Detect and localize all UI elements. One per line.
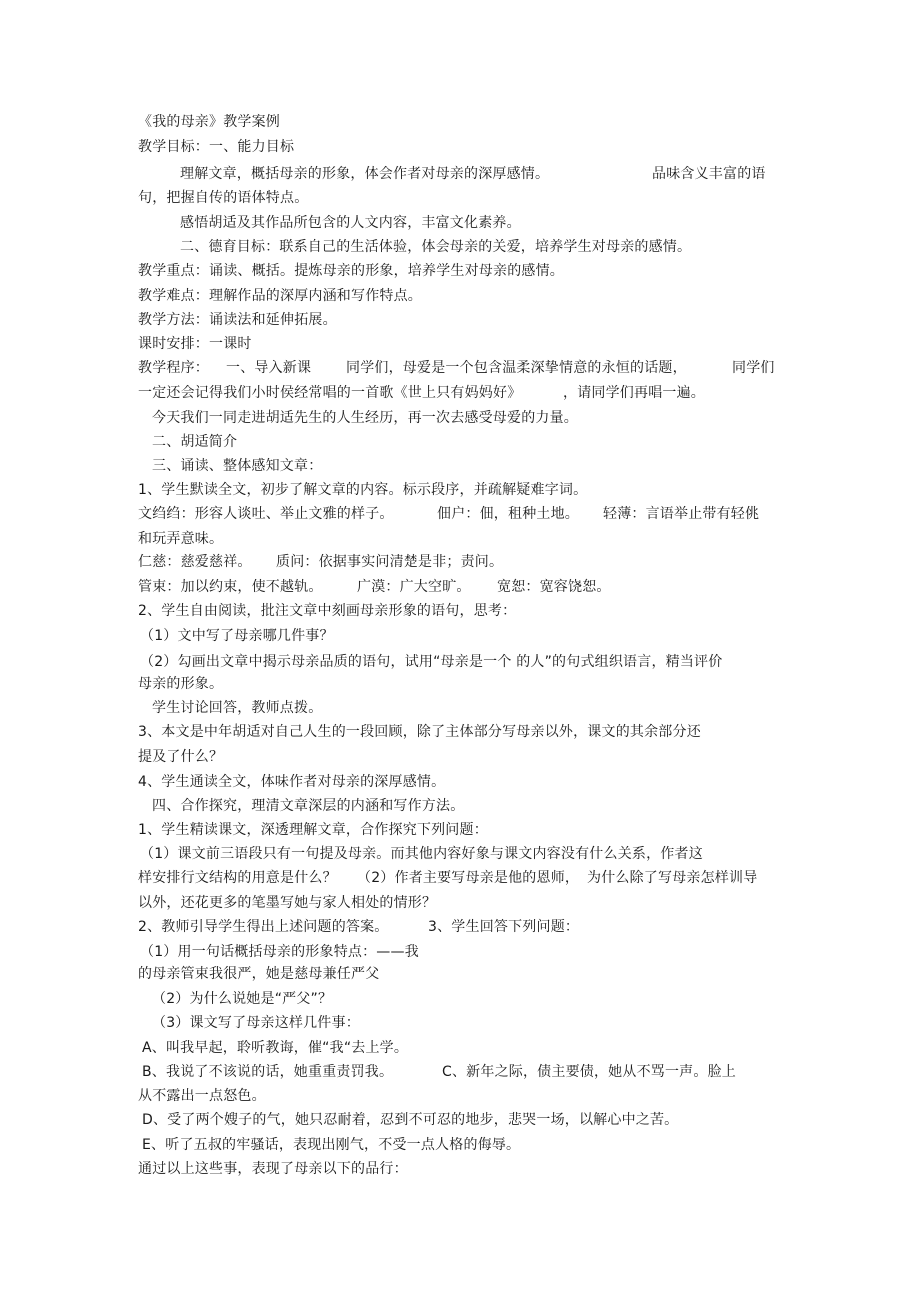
text-line: 广漠：广大空旷。	[357, 579, 471, 595]
text-line: 从不露出一点怒色。	[138, 1088, 266, 1104]
text-line: 仁慈：慈爱慈祥。	[138, 554, 252, 570]
text-line: 通过以上这些事，表现了母亲以下的品行：	[138, 1161, 408, 1177]
text-line: 1、学生默读全文，初步了解文章的内容。标示段序，并疏解疑难字词。	[138, 482, 588, 498]
text-line: 理解文章，概括母亲的形象，体会作者对母亲的深厚感情。	[180, 166, 550, 182]
text-line: D、受了两个嫂子的气，她只忍耐着，忍到不可忍的地步，悲哭一场，以解心中之苦。	[142, 1112, 679, 1128]
text-line: 3、本文是中年胡适对自己人生的一段回顾，除了主体部分写母亲以外，课文的其余部分还	[138, 724, 701, 740]
text-line: E、听了五叔的牢骚话，表现出刚气，不受一点人格的侮辱。	[142, 1137, 521, 1153]
text-line: ，请同学们再唱一遍。	[563, 385, 705, 401]
text-line: 同学们，母爱是一个包含温柔深挚情意的永恒的话题，	[346, 360, 687, 376]
text-line: 4、学生通读全文，体味作者对母亲的深厚感情。	[138, 774, 446, 790]
text-line: 同学们	[732, 360, 775, 376]
document-title: 《我的母亲》教学案例	[138, 114, 280, 130]
text-line: 教学重点：诵读、概括。提炼母亲的形象，培养学生对母亲的感情。	[138, 263, 564, 279]
text-line: 为什么除了写母亲怎样训导	[587, 870, 758, 886]
text-line: 以外，还花更多的笔墨写她与家人相处的情形？	[138, 895, 437, 911]
text-line: 轻薄：言语举止带有轻佻	[603, 506, 760, 522]
text-line: 感悟胡适及其作品所包含的人文内容，丰富文化素养。	[180, 215, 521, 231]
text-line: 提及了什么？	[138, 749, 224, 765]
text-line: 二、德育目标：联系自己的生活体验，体会母亲的关爱，培养学生对母亲的感情。	[180, 239, 692, 255]
text-line: （3）课文写了母亲这样几件事：	[152, 1015, 360, 1031]
text-line: A、叫我早起，聆听教诲，催“我“去上学。	[142, 1040, 409, 1056]
text-line: 一定还会记得我们小时侯经常唱的一首歌《世上只有妈妈好》	[138, 385, 522, 401]
text-line: 句，把握自传的语体特点。	[138, 190, 309, 206]
text-line: 2、学生自由阅读，批注文章中刻画母亲形象的语句，思考：	[138, 603, 517, 619]
text-line: 的母亲管束我很严，她是慈母兼任严父	[138, 966, 380, 982]
text-line: 质问：依据事实问清楚是非；责问。	[276, 554, 504, 570]
text-line: 和玩弄意味。	[138, 531, 224, 547]
text-line: （1）用一句话概括母亲的形象特点：——我	[140, 944, 419, 960]
text-line: C、新年之际，债主要债，她从不骂一声。脸上	[442, 1064, 736, 1080]
text-line: 母亲的形象。	[138, 676, 224, 692]
text-line: （1）课文前三语段只有一句提及母亲。而其他内容好象与课文内容没有什么关系，作者这	[140, 846, 703, 862]
text-line: 3、学生回答下列问题：	[428, 919, 580, 935]
text-line: 教学目标：一、能力目标	[138, 139, 295, 155]
text-line: 2、教师引导学生得出上述问题的答案。	[138, 919, 389, 935]
text-line: 四、合作探究，理清文章深层的内涵和写作方法。	[152, 798, 465, 814]
text-line: 教学程序：	[138, 360, 209, 376]
text-line: 佃户：佃，租种土地。	[437, 506, 579, 522]
text-line: 文绉绉：形容人谈吐、举止文雅的样子。	[138, 506, 394, 522]
text-line: 学生讨论回答，教师点拨。	[152, 700, 323, 716]
text-line: 今天我们一同走进胡适先生的人生经历，再一次去感受母爱的力量。	[152, 410, 578, 426]
text-line: 课时安排：一课时	[138, 336, 252, 352]
text-line: 管束：加以约束，使不越轨。	[138, 579, 323, 595]
text-line: 宽恕：宽容饶恕。	[497, 579, 611, 595]
text-line: 品味含义丰富的语	[652, 166, 766, 182]
text-line: 教学难点：理解作品的深厚内涵和写作特点。	[138, 288, 422, 304]
text-line: 1、学生精读课文，深透理解文章，合作探究下列问题：	[138, 822, 488, 838]
text-line: 三、诵读、整体感知文章：	[152, 458, 323, 474]
text-line: （2）勾画出文章中揭示母亲品质的语句，试用“母亲是一个 的人”的句式组织语言，精当评价	[140, 654, 723, 670]
text-line: 一、导入新课	[226, 360, 312, 376]
text-line: （1）文中写了母亲哪几件事？	[140, 628, 334, 644]
text-line: （2）为什么说她是“严父”？	[152, 991, 333, 1007]
text-line: B、我说了不该说的话，她重重责罚我。	[142, 1064, 394, 1080]
text-line: 教学方法：诵读法和延伸拓展。	[138, 312, 337, 328]
text-line: 二、胡适简介	[152, 434, 238, 450]
text-line: （2）作者主要写母亲是他的恩师，	[357, 870, 580, 886]
text-line: 样安排行文结构的用意是什么？	[138, 870, 337, 886]
